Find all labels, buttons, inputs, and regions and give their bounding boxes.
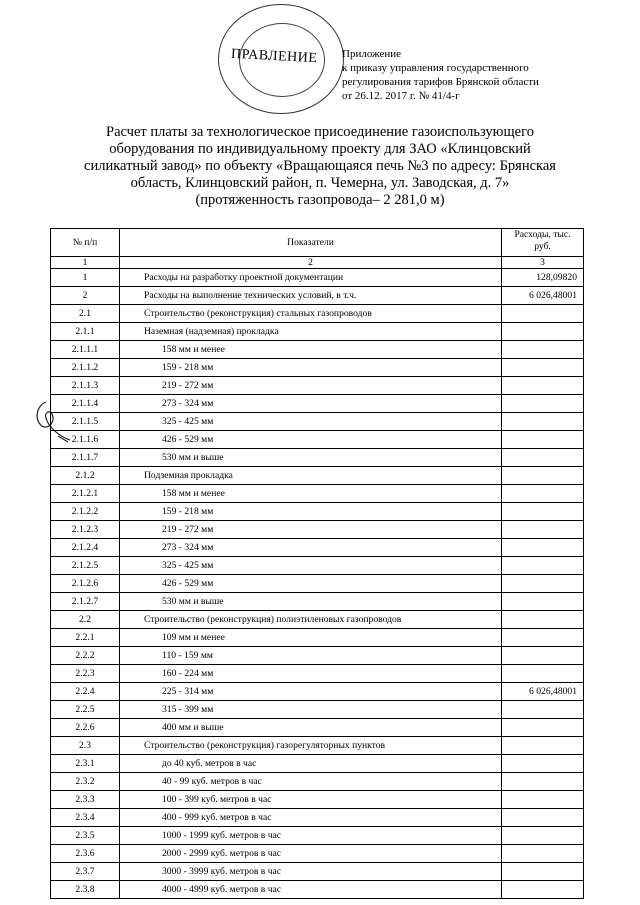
row-value	[502, 863, 584, 881]
row-label: 110 - 159 мм	[120, 647, 502, 665]
table-row	[51, 701, 584, 719]
row-number: 2.1.2.5	[51, 557, 120, 575]
title-line: силикатный завод» по объекту «Вращающаяся печь №3 по адресу: Брянская	[84, 158, 556, 174]
row-label: Наземная (надземная) прокладка	[120, 323, 502, 341]
row-label: Подземная прокладка	[120, 467, 502, 485]
row-label: 225 - 314 мм	[120, 683, 502, 701]
row-value	[502, 881, 584, 899]
table-row	[51, 575, 584, 593]
col-number: 2	[120, 257, 502, 269]
document-title	[60, 124, 580, 209]
row-label: Строительство (реконструкция) стальных газопроводов	[120, 305, 502, 323]
table-row	[51, 305, 584, 323]
table-row	[51, 269, 584, 287]
row-number: 2.2.1	[51, 629, 120, 647]
row-value	[502, 611, 584, 629]
row-number: 2.2.4	[51, 683, 120, 701]
row-value: 6 026,48001	[502, 287, 584, 305]
row-number: 2.1.2.6	[51, 575, 120, 593]
row-number: 2.2.5	[51, 701, 120, 719]
row-value	[502, 431, 584, 449]
row-value	[502, 557, 584, 575]
table-row	[51, 287, 584, 305]
row-label: 315 - 399 мм	[120, 701, 502, 719]
col-number: 1	[51, 257, 120, 269]
row-value	[502, 791, 584, 809]
table-row	[51, 809, 584, 827]
table-row	[51, 521, 584, 539]
table-row	[51, 359, 584, 377]
row-value	[502, 539, 584, 557]
row-label: 158 мм и менее	[120, 485, 502, 503]
row-label: 426 - 529 мм	[120, 431, 502, 449]
row-number: 2.1.1.7	[51, 449, 120, 467]
table-row	[51, 593, 584, 611]
table-row	[51, 467, 584, 485]
row-label: 4000 - 4999 куб. метров в час	[120, 881, 502, 899]
row-value	[502, 773, 584, 791]
row-value: 128,09820	[502, 269, 584, 287]
column-number-row	[51, 257, 584, 269]
appendix-block	[342, 47, 539, 103]
row-value	[502, 809, 584, 827]
row-label: 400 мм и выше	[120, 719, 502, 737]
row-number: 2.3.7	[51, 863, 120, 881]
row-label: 273 - 324 мм	[120, 395, 502, 413]
row-number: 1	[51, 269, 120, 287]
row-value	[502, 719, 584, 737]
row-value	[502, 575, 584, 593]
table-row	[51, 665, 584, 683]
table-row	[51, 791, 584, 809]
row-value	[502, 737, 584, 755]
row-value	[502, 323, 584, 341]
row-number: 2.3.5	[51, 827, 120, 845]
table-row	[51, 377, 584, 395]
row-value: 6 026,48001	[502, 683, 584, 701]
row-label: Расходы на выполнение технических условий, в т.ч.	[120, 287, 502, 305]
row-value	[502, 755, 584, 773]
row-value	[502, 845, 584, 863]
row-number: 2.2.3	[51, 665, 120, 683]
row-value	[502, 521, 584, 539]
row-value	[502, 413, 584, 431]
row-number: 2.1.1.1	[51, 341, 120, 359]
row-label: 109 мм и менее	[120, 629, 502, 647]
official-stamp	[218, 4, 344, 114]
row-label: 158 мм и менее	[120, 341, 502, 359]
row-number: 2.3.3	[51, 791, 120, 809]
row-label: 219 - 272 мм	[120, 377, 502, 395]
table-row	[51, 503, 584, 521]
row-value	[502, 305, 584, 323]
row-number: 2.1.2.4	[51, 539, 120, 557]
row-value	[502, 665, 584, 683]
row-label: 160 - 224 мм	[120, 665, 502, 683]
row-value	[502, 449, 584, 467]
table-row	[51, 413, 584, 431]
row-label: 426 - 529 мм	[120, 575, 502, 593]
col-number: 3	[502, 257, 584, 269]
row-label: 219 - 272 мм	[120, 521, 502, 539]
table-row	[51, 341, 584, 359]
row-number: 2.2	[51, 611, 120, 629]
row-number: 2.1.2.1	[51, 485, 120, 503]
table-row	[51, 557, 584, 575]
row-label: 159 - 218 мм	[120, 359, 502, 377]
row-value	[502, 359, 584, 377]
header-value: Расходы, тыс. руб.	[502, 229, 584, 257]
row-number: 2.1.2.2	[51, 503, 120, 521]
table-row	[51, 755, 584, 773]
row-number: 2.2.2	[51, 647, 120, 665]
row-number: 2.3.6	[51, 845, 120, 863]
row-value	[502, 395, 584, 413]
row-value	[502, 377, 584, 395]
table-row	[51, 683, 584, 701]
table-row	[51, 647, 584, 665]
table-body	[51, 269, 584, 899]
row-number: 2.3	[51, 737, 120, 755]
table-row	[51, 863, 584, 881]
table-row	[51, 881, 584, 899]
row-label: Строительство (реконструкция) газорегуляторных пунктов	[120, 737, 502, 755]
table-row	[51, 485, 584, 503]
stamp-text: ПРАВЛЕНИЕ	[230, 46, 318, 67]
table-header-row	[51, 229, 584, 257]
table-row	[51, 611, 584, 629]
cost-table	[50, 228, 584, 899]
row-label: 273 - 324 мм	[120, 539, 502, 557]
table-row	[51, 539, 584, 557]
row-number: 2.1.2.7	[51, 593, 120, 611]
header-num: № п/п	[51, 229, 120, 257]
row-label: 530 мм и выше	[120, 593, 502, 611]
row-value	[502, 593, 584, 611]
row-value	[502, 629, 584, 647]
row-number: 2.1.1.5	[51, 413, 120, 431]
row-number: 2.1.1.3	[51, 377, 120, 395]
table-row	[51, 845, 584, 863]
table-row	[51, 449, 584, 467]
row-number: 2.2.6	[51, 719, 120, 737]
table-row	[51, 431, 584, 449]
row-value	[502, 647, 584, 665]
row-value	[502, 341, 584, 359]
row-label: 159 - 218 мм	[120, 503, 502, 521]
row-value	[502, 467, 584, 485]
row-label: 3000 - 3999 куб. метров в час	[120, 863, 502, 881]
row-number: 2.1.1.4	[51, 395, 120, 413]
row-label: 1000 - 1999 куб. метров в час	[120, 827, 502, 845]
table-row	[51, 773, 584, 791]
appendix-line: от 26.12. 2017 г. № 41/4-г	[342, 90, 460, 102]
row-label: до 40 куб. метров в час	[120, 755, 502, 773]
row-number: 2.3.1	[51, 755, 120, 773]
row-number: 2.3.8	[51, 881, 120, 899]
header-indicator: Показатели	[120, 229, 502, 257]
row-number: 2.1	[51, 305, 120, 323]
row-label: 325 - 425 мм	[120, 413, 502, 431]
title-line: оборудования по индивидуальному проекту для ЗАО «Клинцовский	[109, 141, 531, 157]
title-line: Расчет платы за технологическое присоединение газоиспользующего	[106, 124, 534, 140]
row-label: 40 - 99 куб. метров в час	[120, 773, 502, 791]
row-number: 2.1.1.2	[51, 359, 120, 377]
row-number: 2.1.2.3	[51, 521, 120, 539]
table-row	[51, 629, 584, 647]
row-value	[502, 485, 584, 503]
title-line: (протяженность газопровода– 2 281,0 м)	[195, 192, 445, 208]
row-number: 2	[51, 287, 120, 305]
row-number: 2.3.4	[51, 809, 120, 827]
row-label: 325 - 425 мм	[120, 557, 502, 575]
row-number: 2.3.2	[51, 773, 120, 791]
row-label: 100 - 399 куб. метров в час	[120, 791, 502, 809]
table-row	[51, 737, 584, 755]
row-value	[502, 827, 584, 845]
row-value	[502, 503, 584, 521]
table-row	[51, 827, 584, 845]
table-row	[51, 719, 584, 737]
table-row	[51, 395, 584, 413]
row-label: Расходы на разработку проектной документации	[120, 269, 502, 287]
row-label: 530 мм и выше	[120, 449, 502, 467]
appendix-line: Приложение	[342, 48, 402, 60]
table-row	[51, 323, 584, 341]
row-label: 400 - 999 куб. метров в час	[120, 809, 502, 827]
row-number: 2.1.2	[51, 467, 120, 485]
appendix-line: к приказу управления государственного	[342, 62, 529, 74]
appendix-line: регулирования тарифов Брянской области	[342, 76, 539, 88]
row-number: 2.1.1.6	[51, 431, 120, 449]
row-number: 2.1.1	[51, 323, 120, 341]
row-label: 2000 - 2999 куб. метров в час	[120, 845, 502, 863]
row-value	[502, 701, 584, 719]
title-line: область, Клинцовский район, п. Чемерна, ул. Заводская, д. 7»	[130, 175, 510, 191]
row-label: Строительство (реконструкция) полиэтиленовых газопроводов	[120, 611, 502, 629]
